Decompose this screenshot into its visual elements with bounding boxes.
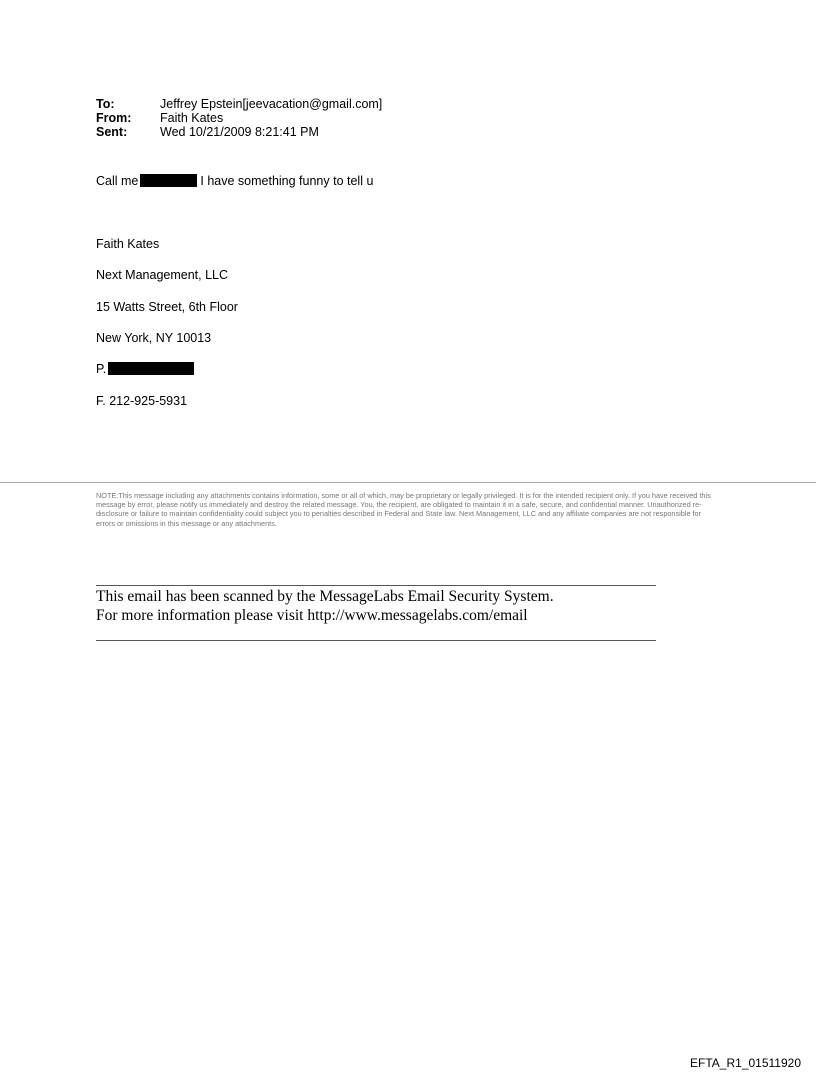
- to-value: Jeffrey Epstein[jeevacation@gmail.com]: [160, 97, 383, 111]
- signature-company: Next Management, LLC: [96, 268, 229, 282]
- redaction-box: [140, 174, 197, 187]
- signature-city: New York, NY 10013: [96, 331, 212, 345]
- scan-notice-top-rule: [96, 585, 656, 586]
- to-label: To:: [96, 97, 115, 111]
- sent-value: Wed 10/21/2009 8:21:41 PM: [160, 125, 319, 139]
- signature-fax: F. 212-925-5931: [96, 394, 188, 408]
- message-body: [96, 174, 373, 189]
- redaction-box: [108, 362, 194, 375]
- divider: [0, 482, 816, 483]
- signature-name: Faith Kates: [96, 237, 160, 251]
- scan-notice-line-1: This email has been scanned by the MessageLabs Email Security System.: [96, 588, 554, 605]
- signature-phone: [96, 362, 194, 377]
- signature-street: 15 Watts Street, 6th Floor: [96, 300, 238, 314]
- from-value: Faith Kates: [160, 111, 224, 125]
- scan-notice-bottom-rule: [96, 640, 656, 641]
- to-row: [96, 97, 382, 111]
- phone-label: P.: [96, 362, 107, 376]
- from-label: From:: [96, 111, 132, 125]
- message-suffix: I have something funny to tell u: [200, 174, 374, 188]
- sent-row: [96, 125, 319, 139]
- message-prefix: Call me: [96, 174, 139, 188]
- from-row: [96, 111, 223, 125]
- scan-notice-line-2: For more information please visit http://www.messagelabs.com/email: [96, 607, 528, 624]
- disclaimer-text: NOTE:This message including any attachments contains information, some or all of which, may be proprietary or legally privileged. It is for the intended recipient only. If you have received this message by error, please notify us immediately and destroy the related message. You, the recipient, are obligated to maintain it in a safe, secure, and confidential manner. Unauthorized re-disclosure or failure to maintain confidentiality could subject you to penalties described in Federal and State law. Next Management, LLC and any affiliate companies are not responsible for errors or omissions in this message or any attachments.: [96, 491, 711, 528]
- bates-number: EFTA_R1_01511920: [690, 1056, 801, 1070]
- sent-label: Sent:: [96, 125, 128, 139]
